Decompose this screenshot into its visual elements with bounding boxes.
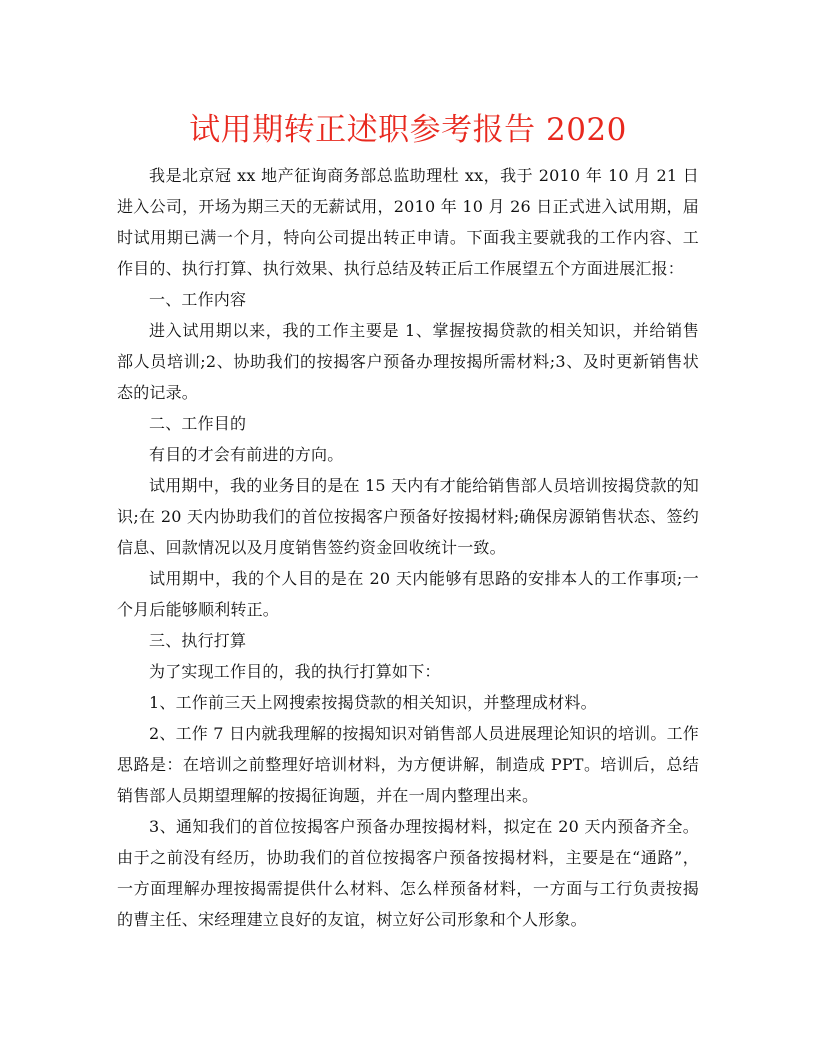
paragraph-goals-intro: 有目的才会有前进的方向。 <box>149 445 344 464</box>
document-title: 试用期转正述职参考报告 2020 <box>189 112 627 148</box>
paragraph-plan-item-3: 3、通知我们的首位按揭客户预备办理按揭材料，拟定在 20 天内预备齐全。由于之前没有经历，协助我们的首位按揭客户预备按揭材料，主要是在“通路”，一方面理解办理按揭需提供什么材料、怎么样预备材料，一方面与工行负责按揭的曹主任、宋经理建立良好的友谊，树立好公司形象和个人形象。 <box>117 817 699 929</box>
paragraph-plan-intro: 为了实现工作目的，我的执行打算如下： <box>149 662 441 681</box>
paragraph-work-content: 进入试用期以来，我的工作主要是 1、掌握按揭贷款的相关知识，并给销售部人员培训;2、协助我们的按揭客户预备办理按揭所需材料;3、及时更新销售状态的记录。 <box>117 321 699 402</box>
paragraph-business-goals: 试用期中，我的业务目的是在 15 天内有才能给销售部人员培训按揭贷款的知识;在 20 天内协助我们的首位按揭客户预备好按揭材料;确保房源销售状态、签约信息、回款情况以及月度销售签约资金回收统计一致。 <box>117 476 699 557</box>
paragraph-personal-goals: 试用期中，我的个人目的是在 20 天内能够有思路的安排本人的工作事项;一个月后能够顺利转正。 <box>117 569 699 619</box>
section-heading-execution-plan: 三、执行打算 <box>149 631 247 650</box>
section-heading-work-goals: 二、工作目的 <box>149 414 247 433</box>
section-heading-work-content: 一、工作内容 <box>149 290 247 309</box>
paragraph-plan-item-1: 1、工作前三天上网搜索按揭贷款的相关知识，并整理成材料。 <box>149 693 597 712</box>
paragraph-intro: 我是北京冠 xx 地产征询商务部总监助理杜 xx，我于 2010 年 10 月 21 日进入公司，开场为期三天的无薪试用，2010 年 10 月 26 日正式进入试用期，届时试用期已满一个月，特向公司提出转正申请。下面我主要就我的工作内容、工作目的、执行打算、执行效果、执行总结及转正后工作展望五个方面进展汇报： <box>117 166 699 278</box>
paragraph-plan-item-2: 2、工作 7 日内就我理解的按揭知识对销售部人员进展理论知识的培训。工作思路是：在培训之前整理好培训材料，为方便讲解，制造成 PPT。培训后，总结销售部人员期望理解的按揭征询题，并在一周内整理出来。 <box>117 724 699 805</box>
document-body <box>117 160 699 935</box>
